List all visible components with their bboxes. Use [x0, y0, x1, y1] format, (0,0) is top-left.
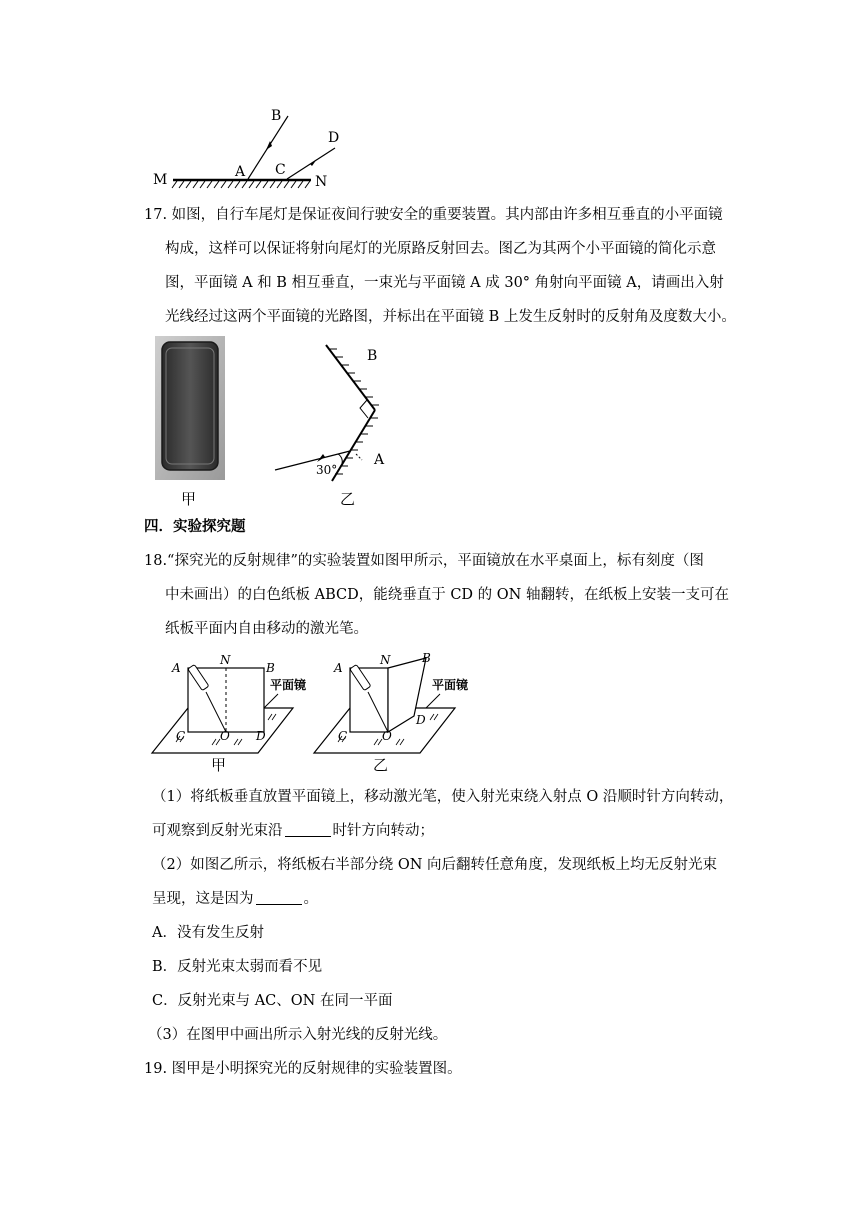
figure-tail-light-photo — [150, 334, 230, 484]
caption-yi-18: 乙 — [373, 756, 389, 774]
label-a: A — [235, 164, 246, 180]
q18-part1-line2 — [152, 814, 434, 848]
q18-part2-line2 — [152, 882, 318, 916]
caption-jia-18: 甲 — [211, 756, 227, 774]
q18-line-1: 18.“探究光的反射规律”的实验装置如图甲所示，平面镜放在水平桌面上，标有刻度（图 — [144, 553, 704, 569]
caption-yi-17: 乙 — [340, 490, 356, 508]
q18-part2-pre: 呈现，这是因为 — [152, 891, 254, 907]
caption-jia-17: 甲 — [181, 490, 197, 508]
q17-line-3: 图，平面镜 A 和 B 相互垂直，一束光与平面镜 A 成 30° 角射向平面镜 A，请画出入射 — [165, 275, 724, 291]
label-n: N — [315, 174, 328, 190]
q19-line: 19. 图甲是小明探究光的反射规律的实验装置图。 — [144, 1061, 462, 1077]
q18-part2-post: 。 — [303, 891, 318, 907]
label-d: D — [416, 713, 426, 727]
figure-apparatus-jia — [150, 650, 307, 770]
q18-option-a: A．没有发生反射 — [152, 925, 264, 941]
q18-line-3: 纸板平面内自由移动的激光笔。 — [165, 621, 368, 637]
label-a: A — [334, 661, 343, 675]
label-o: O — [220, 729, 230, 743]
figure-mirror-mn — [145, 100, 345, 192]
label-d: D — [256, 729, 266, 743]
answer-blank-1[interactable] — [285, 820, 331, 837]
label-n: N — [220, 653, 231, 667]
label-mirror: 平面镜 — [432, 678, 469, 692]
q18-part1-pre: 可观察到反射光束沿 — [152, 823, 283, 839]
q18-line-2: 中未画出）的白色纸板 ABCD，能绕垂直于 CD 的 ON 轴翻转，在纸板上安装一支可在 — [165, 587, 729, 603]
q18-part2-line1: （2）如图乙所示，将纸板右半部分绕 ON 向后翻转任意角度，发现纸板上均无反射光束 — [152, 857, 718, 873]
label-mirror: 平面镜 — [270, 678, 307, 692]
label-c: C — [338, 729, 348, 743]
answer-blank-2[interactable] — [256, 888, 302, 905]
label-c: C — [275, 162, 286, 178]
section-title: 四．实验探究题 — [144, 518, 246, 535]
label-b: B — [422, 651, 431, 665]
label-a: A — [172, 661, 181, 675]
label-c: C — [176, 729, 186, 743]
figure-apparatus-yi — [312, 650, 472, 770]
figure-perpendicular-mirrors — [270, 338, 400, 510]
label-d: D — [328, 130, 340, 146]
q18-part3: （3）在图甲中画出所示入射光线的反射光线。 — [148, 1027, 448, 1043]
label-o: O — [382, 729, 392, 743]
q18-part1-line1: （1）将纸板垂直放置平面镜上，移动激光笔，使入射光束绕入射点 O 沿顺时针方向转动， — [152, 789, 734, 805]
label-b: B — [266, 661, 275, 675]
q18-part1-post: 时针方向转动； — [332, 823, 434, 839]
label-b: B — [271, 108, 282, 124]
q17-line-1: 17. 如图，自行车尾灯是保证夜间行驶安全的重要装置。其内部由许多相互垂直的小平面镜 — [144, 207, 723, 223]
q18-option-c: C．反射光束与 AC、ON 在同一平面 — [152, 993, 393, 1009]
q17-line-4: 光线经过这两个平面镜的光路图，并标出在平面镜 B 上发生反射时的反射角及度数大小。 — [165, 309, 736, 325]
label-angle-30: 30° — [316, 463, 338, 477]
label-mirror-a: A — [374, 452, 385, 468]
label-n: N — [380, 653, 391, 667]
q17-line-2: 构成，这样可以保证将射向尾灯的光原路反射回去。图乙为其两个小平面镜的简化示意 — [165, 241, 716, 257]
label-mirror-b: B — [367, 348, 378, 364]
label-m: M — [153, 172, 168, 188]
q18-option-b: B．反射光束太弱而看不见 — [152, 959, 323, 975]
